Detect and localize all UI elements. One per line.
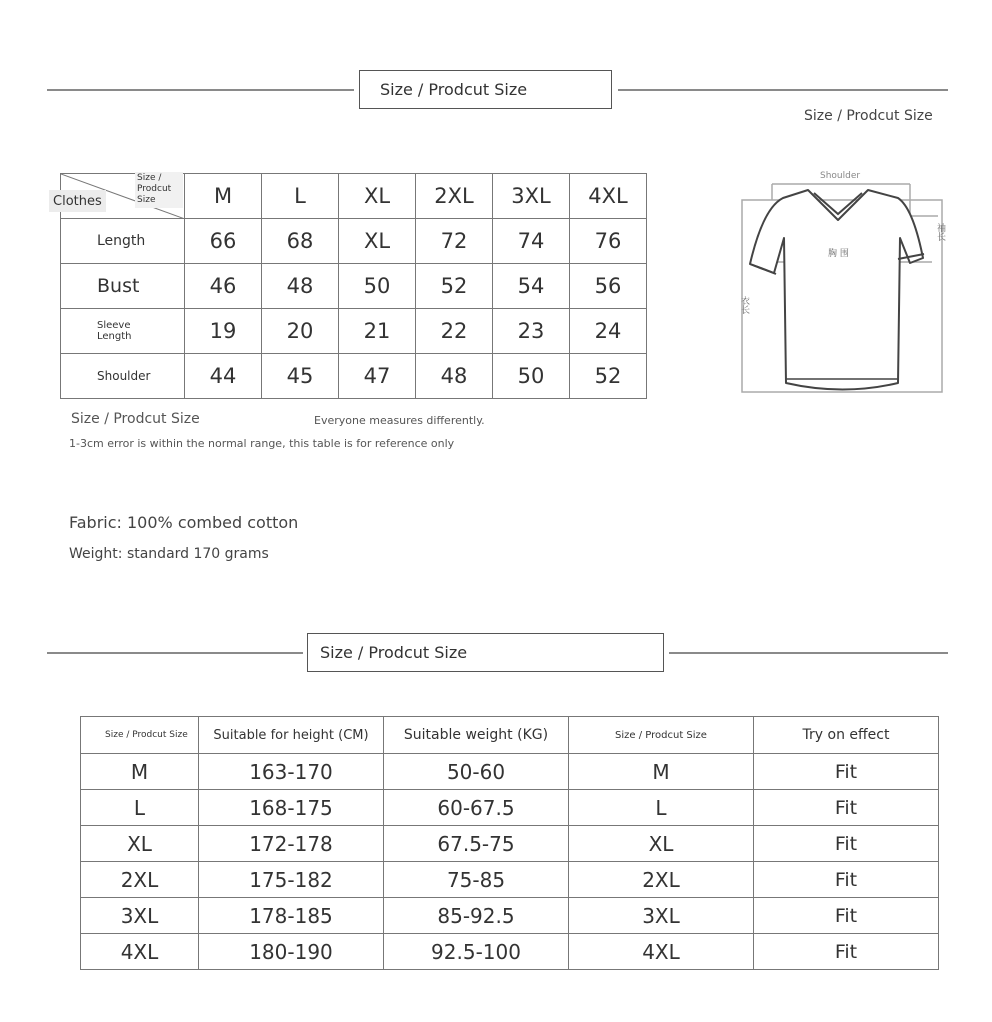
- table-row: [81, 898, 939, 934]
- table-row: [81, 754, 939, 790]
- row-label-length: Length: [61, 219, 185, 264]
- table-row: [81, 862, 939, 898]
- size-col-header: 2XL: [416, 174, 493, 219]
- table-cell: 50: [493, 354, 570, 399]
- table-cell: 19: [185, 309, 262, 354]
- fit-size2: L: [569, 790, 754, 826]
- row-label-bust: Bust: [61, 264, 185, 309]
- size-col-header: 4XL: [570, 174, 647, 219]
- fit-size: 2XL: [81, 862, 199, 898]
- fit-size: M: [81, 754, 199, 790]
- fit-weight: 67.5-75: [384, 826, 569, 862]
- section-title-2: [307, 633, 664, 672]
- size-col-header: XL: [339, 174, 416, 219]
- table-row: [61, 354, 647, 399]
- fit-effect: Fit: [754, 862, 939, 898]
- table-cell: 52: [416, 264, 493, 309]
- fit-weight: 85-92.5: [384, 898, 569, 934]
- size-col-header: 3XL: [493, 174, 570, 219]
- table-cell: 22: [416, 309, 493, 354]
- size-col-header: M: [185, 174, 262, 219]
- chest-diagram-label: 胸 围: [828, 249, 849, 259]
- section-title-1: [359, 70, 612, 109]
- fit-size2: XL: [569, 826, 754, 862]
- note-measure: Everyone measures differently.: [314, 414, 485, 427]
- table-cell: 50: [339, 264, 416, 309]
- table-row: [81, 790, 939, 826]
- table-cell: 56: [570, 264, 647, 309]
- row-label-sleeve-length: [61, 309, 185, 354]
- table-cell: 76: [570, 219, 647, 264]
- fit-size2: 3XL: [569, 898, 754, 934]
- table-cell: 74: [493, 219, 570, 264]
- fit-height: 163-170: [199, 754, 384, 790]
- shoulder-diagram-label: Shoulder: [820, 171, 861, 181]
- fit-height: 175-182: [199, 862, 384, 898]
- length-diagram-label: 衣长: [739, 296, 749, 314]
- table-cell: 54: [493, 264, 570, 309]
- fit-size: L: [81, 790, 199, 826]
- table-cell: 23: [493, 309, 570, 354]
- fit-height: 180-190: [199, 934, 384, 970]
- table-cell: 45: [262, 354, 339, 399]
- fit-header-height: Suitable for height (CM): [199, 717, 384, 754]
- table-row: [81, 826, 939, 862]
- size-table: [53, 173, 647, 399]
- fit-height: 178-185: [199, 898, 384, 934]
- fit-effect: Fit: [754, 898, 939, 934]
- table-cell: 24: [570, 309, 647, 354]
- fit-header-effect: Try on effect: [754, 717, 939, 754]
- fit-size: 4XL: [81, 934, 199, 970]
- fit-effect: Fit: [754, 934, 939, 970]
- divider-left-2: [47, 652, 303, 654]
- weight-text: Weight: standard 170 grams: [69, 546, 269, 562]
- table-cell: 72: [416, 219, 493, 264]
- divider-right-1: [618, 89, 948, 91]
- fit-size2: 2XL: [569, 862, 754, 898]
- table-cell: 66: [185, 219, 262, 264]
- table-cell: XL: [339, 219, 416, 264]
- fit-height: 168-175: [199, 790, 384, 826]
- corner-size-label: Size / Prodcut Size: [135, 172, 183, 208]
- table-row: [81, 934, 939, 970]
- fit-header-row: [81, 717, 939, 754]
- size-header-row: [61, 174, 647, 219]
- table-cell: 47: [339, 354, 416, 399]
- fit-table: [80, 716, 939, 970]
- corner-clothes-label: Clothes: [49, 190, 106, 212]
- fit-weight: 75-85: [384, 862, 569, 898]
- table-cell: 52: [570, 354, 647, 399]
- divider-left-1: [47, 89, 354, 91]
- table-row: [61, 264, 647, 309]
- table-row: [61, 219, 647, 264]
- right-caption: Size / Prodcut Size: [804, 108, 933, 124]
- table-cell: 48: [416, 354, 493, 399]
- table-cell: 46: [185, 264, 262, 309]
- note-size-label: Size / Prodcut Size: [71, 411, 200, 427]
- fit-height: 172-178: [199, 826, 384, 862]
- fit-weight: 50-60: [384, 754, 569, 790]
- fit-effect: Fit: [754, 790, 939, 826]
- fit-effect: Fit: [754, 754, 939, 790]
- sleeve-diagram-label: 袖长: [935, 223, 945, 241]
- section-title-1-text: Size / Prodcut Size: [380, 80, 528, 99]
- table-cell: 48: [262, 264, 339, 309]
- row-label-shoulder: Shoulder: [61, 354, 185, 399]
- fit-header-size: Size / Prodcut Size: [81, 717, 199, 754]
- section-title-2-text: Size / Prodcut Size: [320, 643, 468, 662]
- divider-right-2: [669, 652, 948, 654]
- fit-header-size2: Size / Prodcut Size: [569, 717, 754, 754]
- fit-effect: Fit: [754, 826, 939, 862]
- sleeve-label-text: Sleeve Length: [97, 320, 132, 342]
- fit-weight: 60-67.5: [384, 790, 569, 826]
- table-corner: [53, 173, 185, 219]
- size-col-header: L: [262, 174, 339, 219]
- table-cell: 21: [339, 309, 416, 354]
- tshirt-diagram: [738, 168, 953, 398]
- fit-size: XL: [81, 826, 199, 862]
- table-row: [61, 309, 647, 354]
- fit-weight: 92.5-100: [384, 934, 569, 970]
- table-cell: 44: [185, 354, 262, 399]
- fabric-text: Fabric: 100% combed cotton: [69, 513, 299, 532]
- fit-size2: M: [569, 754, 754, 790]
- table-cell: 20: [262, 309, 339, 354]
- fit-header-weight: Suitable weight (KG): [384, 717, 569, 754]
- fit-size: 3XL: [81, 898, 199, 934]
- table-cell: 68: [262, 219, 339, 264]
- fit-size2: 4XL: [569, 934, 754, 970]
- note-error: 1-3cm error is within the normal range, this table is for reference only: [69, 437, 455, 450]
